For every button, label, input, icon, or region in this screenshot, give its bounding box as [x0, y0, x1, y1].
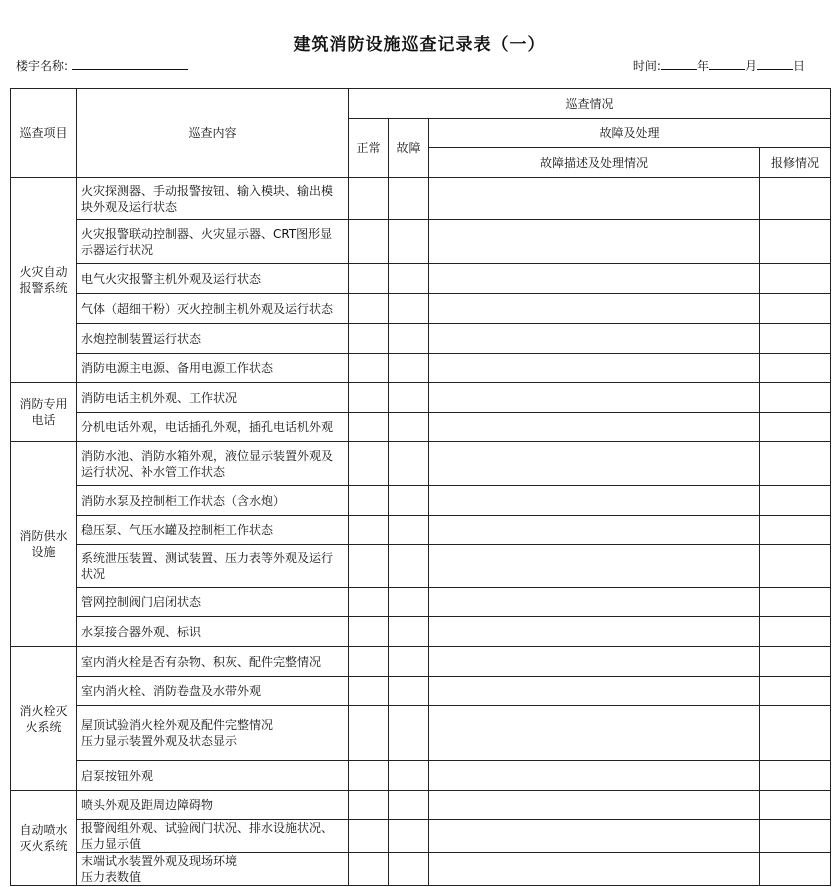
fault-desc-cell[interactable]: [429, 617, 760, 647]
repair-cell[interactable]: [760, 178, 831, 220]
fault-cell[interactable]: [389, 413, 429, 442]
table-row: [11, 383, 831, 413]
normal-cell[interactable]: [349, 791, 389, 820]
repair-cell[interactable]: [760, 647, 831, 677]
fault-cell[interactable]: [389, 354, 429, 383]
fault-desc-cell[interactable]: [429, 516, 760, 545]
fault-desc-cell[interactable]: [429, 413, 760, 442]
content-cell: 报警阀组外观、试验阀门状况、排水设施状况、压力显示值: [77, 820, 349, 853]
table-row: [11, 853, 831, 886]
fault-desc-cell[interactable]: [429, 178, 760, 220]
repair-cell[interactable]: [760, 617, 831, 647]
normal-cell[interactable]: [349, 413, 389, 442]
header-repair: 报修情况: [760, 148, 831, 178]
content-cell: 消防电源主电源、备用电源工作状态: [77, 354, 349, 383]
repair-cell[interactable]: [760, 264, 831, 294]
fault-desc-cell[interactable]: [429, 442, 760, 486]
content-cell: 喷头外观及距周边障碍物: [77, 791, 349, 820]
normal-cell[interactable]: [349, 178, 389, 220]
repair-cell[interactable]: [760, 677, 831, 706]
normal-cell[interactable]: [349, 264, 389, 294]
content-cell: 室内消火栓、消防卷盘及水带外观: [77, 677, 349, 706]
fault-desc-cell[interactable]: [429, 820, 760, 853]
day-label: 日: [792, 59, 805, 73]
table-row: [11, 706, 831, 761]
month-label: 月: [744, 59, 757, 73]
normal-cell[interactable]: [349, 516, 389, 545]
content-cell: 屋顶试验消火栓外观及配件完整情况 压力显示装置外观及状态显示: [77, 706, 349, 761]
repair-cell[interactable]: [760, 545, 831, 588]
fault-desc-cell[interactable]: [429, 294, 760, 324]
building-name-label: 楼宇名称:: [16, 59, 69, 73]
table-row: [11, 545, 831, 588]
table-row: [11, 647, 831, 677]
repair-cell[interactable]: [760, 791, 831, 820]
fault-desc-cell[interactable]: [429, 706, 760, 761]
category-cell: 消防专用电话: [11, 383, 77, 442]
header-fault: 故障: [389, 119, 429, 178]
fault-desc-cell[interactable]: [429, 791, 760, 820]
fault-cell[interactable]: [389, 853, 429, 886]
normal-cell[interactable]: [349, 761, 389, 791]
content-cell: 消防电话主机外观、工作状况: [77, 383, 349, 413]
table-row: [11, 294, 831, 324]
fault-cell[interactable]: [389, 220, 429, 264]
repair-cell[interactable]: [760, 383, 831, 413]
date-label: 时间:: [632, 59, 661, 73]
normal-cell[interactable]: [349, 442, 389, 486]
fault-cell[interactable]: [389, 516, 429, 545]
fault-desc-cell[interactable]: [429, 324, 760, 354]
repair-cell[interactable]: [760, 442, 831, 486]
category-cell: 消防供水设施: [11, 442, 77, 647]
fault-cell[interactable]: [389, 617, 429, 647]
header-situation: 巡查情况: [349, 89, 831, 119]
repair-cell[interactable]: [760, 706, 831, 761]
fault-cell[interactable]: [389, 791, 429, 820]
normal-cell[interactable]: [349, 706, 389, 761]
table-row: [11, 354, 831, 383]
content-cell: 末端试水装置外观及现场环境 压力表数值: [77, 853, 349, 886]
fault-cell[interactable]: [389, 383, 429, 413]
header-category: 巡查项目: [11, 89, 77, 178]
normal-cell[interactable]: [349, 853, 389, 886]
fault-cell[interactable]: [389, 761, 429, 791]
header-content: 巡查内容: [77, 89, 349, 178]
category-cell: 消火栓灭火系统: [11, 647, 77, 791]
content-cell: 启泵按钮外观: [77, 761, 349, 791]
table-row: [11, 677, 831, 706]
content-cell: 系统泄压装置、测试装置、压力表等外观及运行状况: [77, 545, 349, 588]
normal-cell[interactable]: [349, 220, 389, 264]
normal-cell[interactable]: [349, 677, 389, 706]
fault-cell[interactable]: [389, 264, 429, 294]
content-cell: 消防水泵及控制柜工作状态（含水炮）: [77, 486, 349, 516]
content-cell: 火灾探测器、手动报警按钮、输入模块、输出模块外观及运行状态: [77, 178, 349, 220]
table-row: [11, 588, 831, 617]
date-line: [633, 57, 805, 74]
fault-desc-cell[interactable]: [429, 383, 760, 413]
fault-cell[interactable]: [389, 588, 429, 617]
table-row: [11, 413, 831, 442]
content-cell: 气体（超细干粉）灭火控制主机外观及运行状态: [77, 294, 349, 324]
repair-cell[interactable]: [760, 761, 831, 791]
table-row: [11, 516, 831, 545]
form-title: 建筑消防设施巡查记录表（一）: [293, 35, 546, 55]
table-row: [11, 220, 831, 264]
table-row: [11, 178, 831, 220]
content-cell: 电气火灾报警主机外观及运行状态: [77, 264, 349, 294]
fault-cell[interactable]: [389, 545, 429, 588]
normal-cell[interactable]: [349, 486, 389, 516]
repair-cell[interactable]: [760, 354, 831, 383]
table-row: [11, 486, 831, 516]
header-fault-handling: 故障及处理: [429, 119, 831, 148]
normal-cell[interactable]: [349, 820, 389, 853]
fault-cell[interactable]: [389, 294, 429, 324]
content-cell: 水泵接合器外观、标识: [77, 617, 349, 647]
repair-cell[interactable]: [760, 294, 831, 324]
fault-desc-cell[interactable]: [429, 264, 760, 294]
fault-cell[interactable]: [389, 324, 429, 354]
header-fault-desc: 故障描述及处理情况: [429, 148, 760, 178]
table-row: [11, 761, 831, 791]
table-row: [11, 324, 831, 354]
inspection-table: [10, 88, 831, 886]
normal-cell[interactable]: [349, 354, 389, 383]
fault-cell[interactable]: [389, 486, 429, 516]
category-cell: 自动喷水灭火系统: [11, 791, 77, 886]
content-cell: 分机电话外观，电话插孔外观，插孔电话机外观: [77, 413, 349, 442]
fault-cell[interactable]: [389, 178, 429, 220]
fault-cell[interactable]: [389, 677, 429, 706]
table-row: [11, 442, 831, 486]
fault-desc-cell[interactable]: [429, 588, 760, 617]
fault-desc-cell[interactable]: [429, 354, 760, 383]
normal-cell[interactable]: [349, 588, 389, 617]
category-cell: 火灾自动报警系统: [11, 178, 77, 383]
fault-cell[interactable]: [389, 706, 429, 761]
day-input[interactable]: [757, 57, 793, 70]
repair-cell[interactable]: [760, 486, 831, 516]
table-row: [11, 617, 831, 647]
year-input[interactable]: [661, 57, 697, 70]
header-normal: 正常: [349, 119, 389, 178]
repair-cell[interactable]: [760, 516, 831, 545]
table-row: [11, 820, 831, 853]
content-cell: 水炮控制装置运行状态: [77, 324, 349, 354]
repair-cell[interactable]: [760, 588, 831, 617]
year-label: 年: [696, 59, 709, 73]
normal-cell[interactable]: [349, 294, 389, 324]
content-cell: 消防水池、消防水箱外观，液位显示装置外观及运行状况、补水管工作状态: [77, 442, 349, 486]
normal-cell[interactable]: [349, 383, 389, 413]
repair-cell[interactable]: [760, 820, 831, 853]
repair-cell[interactable]: [760, 413, 831, 442]
repair-cell[interactable]: [760, 324, 831, 354]
fault-desc-cell[interactable]: [429, 761, 760, 791]
table-row: [11, 791, 831, 820]
building-name-input[interactable]: [72, 57, 188, 70]
building-name-line: [16, 57, 188, 74]
content-cell: 稳压泵、气压水罐及控制柜工作状态: [77, 516, 349, 545]
fault-desc-cell[interactable]: [429, 677, 760, 706]
repair-cell[interactable]: [760, 220, 831, 264]
normal-cell[interactable]: [349, 324, 389, 354]
normal-cell[interactable]: [349, 617, 389, 647]
content-cell: 室内消火栓是否有杂物、积灰、配件完整情况: [77, 647, 349, 677]
fault-desc-cell[interactable]: [429, 545, 760, 588]
fault-cell[interactable]: [389, 820, 429, 853]
fault-cell[interactable]: [389, 442, 429, 486]
month-input[interactable]: [709, 57, 745, 70]
fault-cell[interactable]: [389, 647, 429, 677]
fault-desc-cell[interactable]: [429, 486, 760, 516]
fault-desc-cell[interactable]: [429, 853, 760, 886]
content-cell: 管网控制阀门启闭状态: [77, 588, 349, 617]
content-cell: 火灾报警联动控制器、火灾显示器、CRT图形显示器运行状况: [77, 220, 349, 264]
normal-cell[interactable]: [349, 647, 389, 677]
repair-cell[interactable]: [760, 853, 831, 886]
fault-desc-cell[interactable]: [429, 220, 760, 264]
fault-desc-cell[interactable]: [429, 647, 760, 677]
normal-cell[interactable]: [349, 545, 389, 588]
table-row: [11, 264, 831, 294]
